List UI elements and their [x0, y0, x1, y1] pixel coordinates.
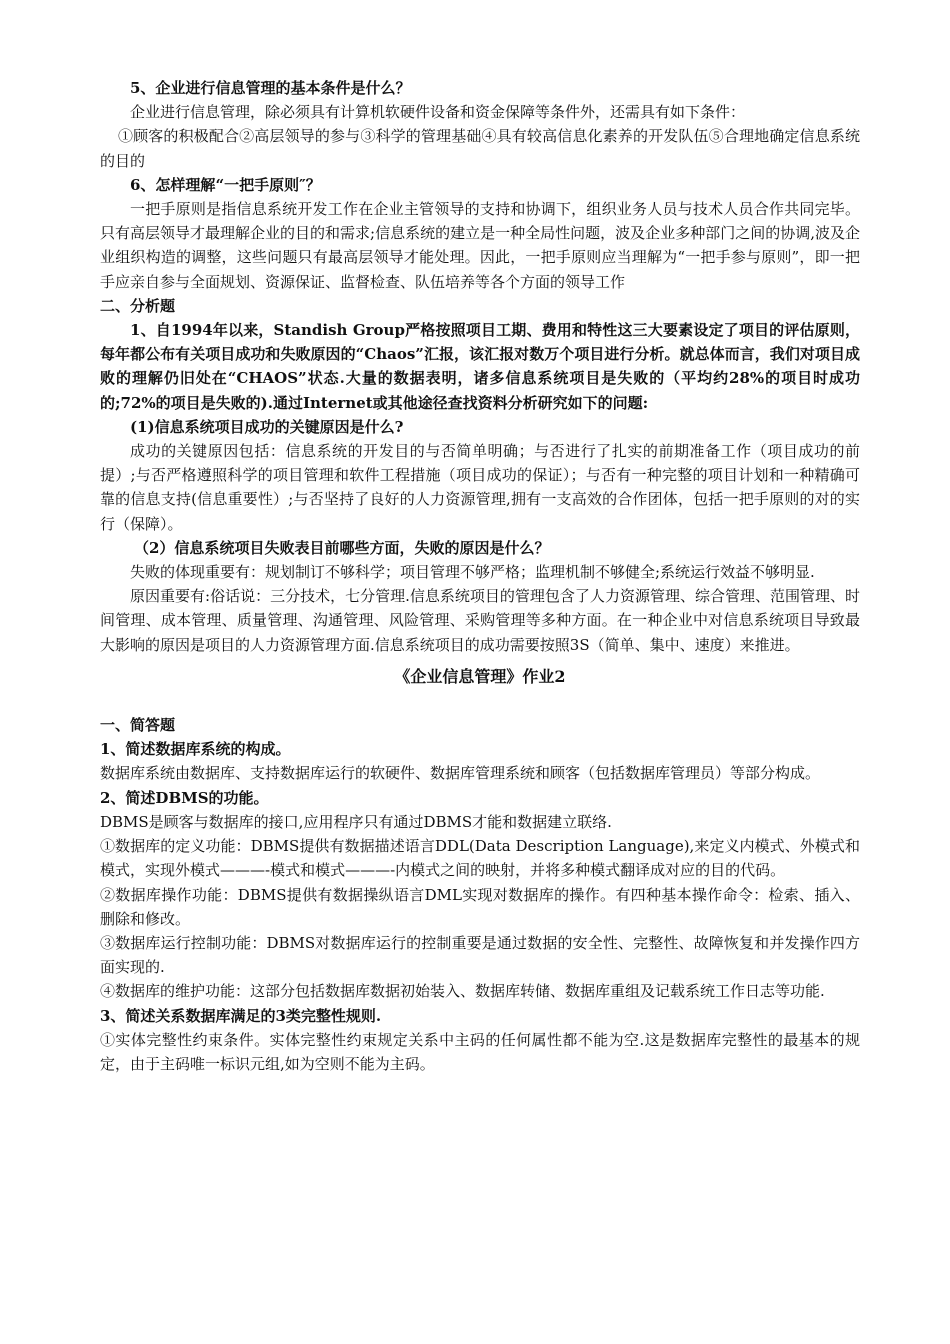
db-question-2-item-1: ①数据库的定义功能：DBMS提供有数据描述语言DDL(Data Description Language),来定义内模式、外模式和模式，实现外模式———-模式和模式———-内模式之间的映射，并将多种模式翻译成对应的目的代码。 [100, 837, 860, 880]
analysis-question-intro: 1、自1994年以来，Standish Group严格按照项目工期、费用和特性这三大要素设定了项目的评估原则，每年都公布有关项目成功和失败原因的“Chaos”汇报，该汇报对数万个项目进行分析。就总体而言，我们对项目成败的理解仍旧处在“CHAOS”状态.大量的数据表明，诸多信息系统项目是失败的（平均约28%的项目时成功的;72%的项目是失败的).通过Internet或其他途径查找资料分析研究如下的问题: [100, 321, 860, 412]
db-question-2-heading: 2、简述DBMS的功能。 [100, 788, 269, 807]
db-question-2-intro: DBMS是顾客与数据库的接口,应用程序只有通过DBMS才能和数据建立联络. [100, 812, 612, 831]
document-body [100, 76, 860, 1076]
db-question-2-item-2: ②数据库操作功能：DBMS提供有数据操纵语言DML实现对数据库的操作。有四种基本操作命令：检索、插入、删除和修改。 [100, 885, 860, 928]
analysis-subquestion-1-answer: 成功的关键原因包括：信息系统的开发目的与否简单明确；与否进行了扎实的前期准备工作（项目成功的前提）;与否严格遵照科学的项目管理和软件工程措施（项目成功的保证）；与否有一种完整的项目计划和一种精确可靠的信息支持(信息重要性）;与否坚持了良好的人力资源管理,拥有一支高效的合作团体，包括一把手原则的对的实行（保障）。 [100, 442, 860, 533]
question-5-conditions: ①顾客的积极配合②高层领导的参与③科学的管理基础④具有较高信息化素养的开发队伍⑤合理地确定信息系统的目的 [100, 127, 860, 170]
db-question-3-item-1: ①实体完整性约束条件。实体完整性约束规定关系中主码的任何属性都不能为空.这是数据库完整性的最基本的规定，由于主码唯一标识元组,如为空则不能为主码。 [100, 1030, 860, 1073]
db-question-2-item-4: ④数据库的维护功能：这部分包括数据库数据初始装入、数据库转储、数据库重组及记载系统工作日志等功能. [100, 982, 825, 1001]
homework-2-title: 《企业信息管理》作业2 [394, 666, 566, 686]
analysis-subquestion-2-answer-reason: 原因重要有:俗话说：三分技术，七分管理.信息系统项目的管理包含了人力资源管理、综合管理、范围管理、时间管理、成本管理、质量管理、沟通管理、风险管理、采购管理等多种方面。在一种企业中对信息系统项目导致最大影响的原因是项目的人力资源管理方面.信息系统项目的成功需要按照3S（简单、集中、速度）来推进。 [100, 587, 860, 654]
analysis-subquestion-2-answer-failure: 失败的体现重要有：规划制订不够科学；项目管理不够严格；监理机制不够健全;系统运行效益不够明显. [130, 563, 815, 582]
analysis-section-heading: 二、分析题 [100, 296, 176, 315]
spacer [100, 691, 860, 713]
short-answer-section-heading: 一、简答题 [100, 716, 176, 735]
question-5-heading: 5、企业进行信息管理的基本条件是什么？ [130, 79, 411, 97]
analysis-subquestion-1-heading: (1)信息系统项目成功的关键原因是什么? [130, 417, 404, 436]
db-question-2-item-3: ③数据库运行控制功能：DBMS对数据库运行的控制重要是通过数据的安全性、完整性、故障恢复和并发操作四方面实现的. [100, 933, 860, 977]
db-question-1-heading: 1、简述数据库系统的构成。 [100, 740, 291, 759]
question-6-heading: 6、怎样理解“一把手原则″？ [130, 175, 321, 194]
analysis-subquestion-2-heading: （2）信息系统项目失败表目前哪些方面，失败的原因是什么？ [134, 538, 550, 557]
question-6-answer: 一把手原则是指信息系统开发工作在企业主管领导的支持和协调下，组织业务人员与技术人员合作共同完毕。只有高层领导才最理解企业的目的和需求;信息系统的建立是一种全局性问题，波及企业多种部门之间的协调,波及企业组织构造的调整，这些问题只有最高层领导才能处理。因此，一把手原则应当理解为“一把手参与原则”，即一把手应亲自参与全面规划、资源保证、监督检查、队伍培养等各个方面的领导工作 [100, 200, 860, 291]
db-question-1-answer: 数据库系统由数据库、支持数据库运行的软硬件、数据库管理系统和顾客（包括数据库管理员）等部分构成。 [100, 764, 821, 783]
question-5-intro: 企业进行信息管理，除必须具有计算机软硬件设备和资金保障等条件外，还需具有如下条件： [130, 103, 746, 122]
db-question-3-heading: 3、简述关系数据库满足的3类完整性规则. [100, 1006, 382, 1025]
